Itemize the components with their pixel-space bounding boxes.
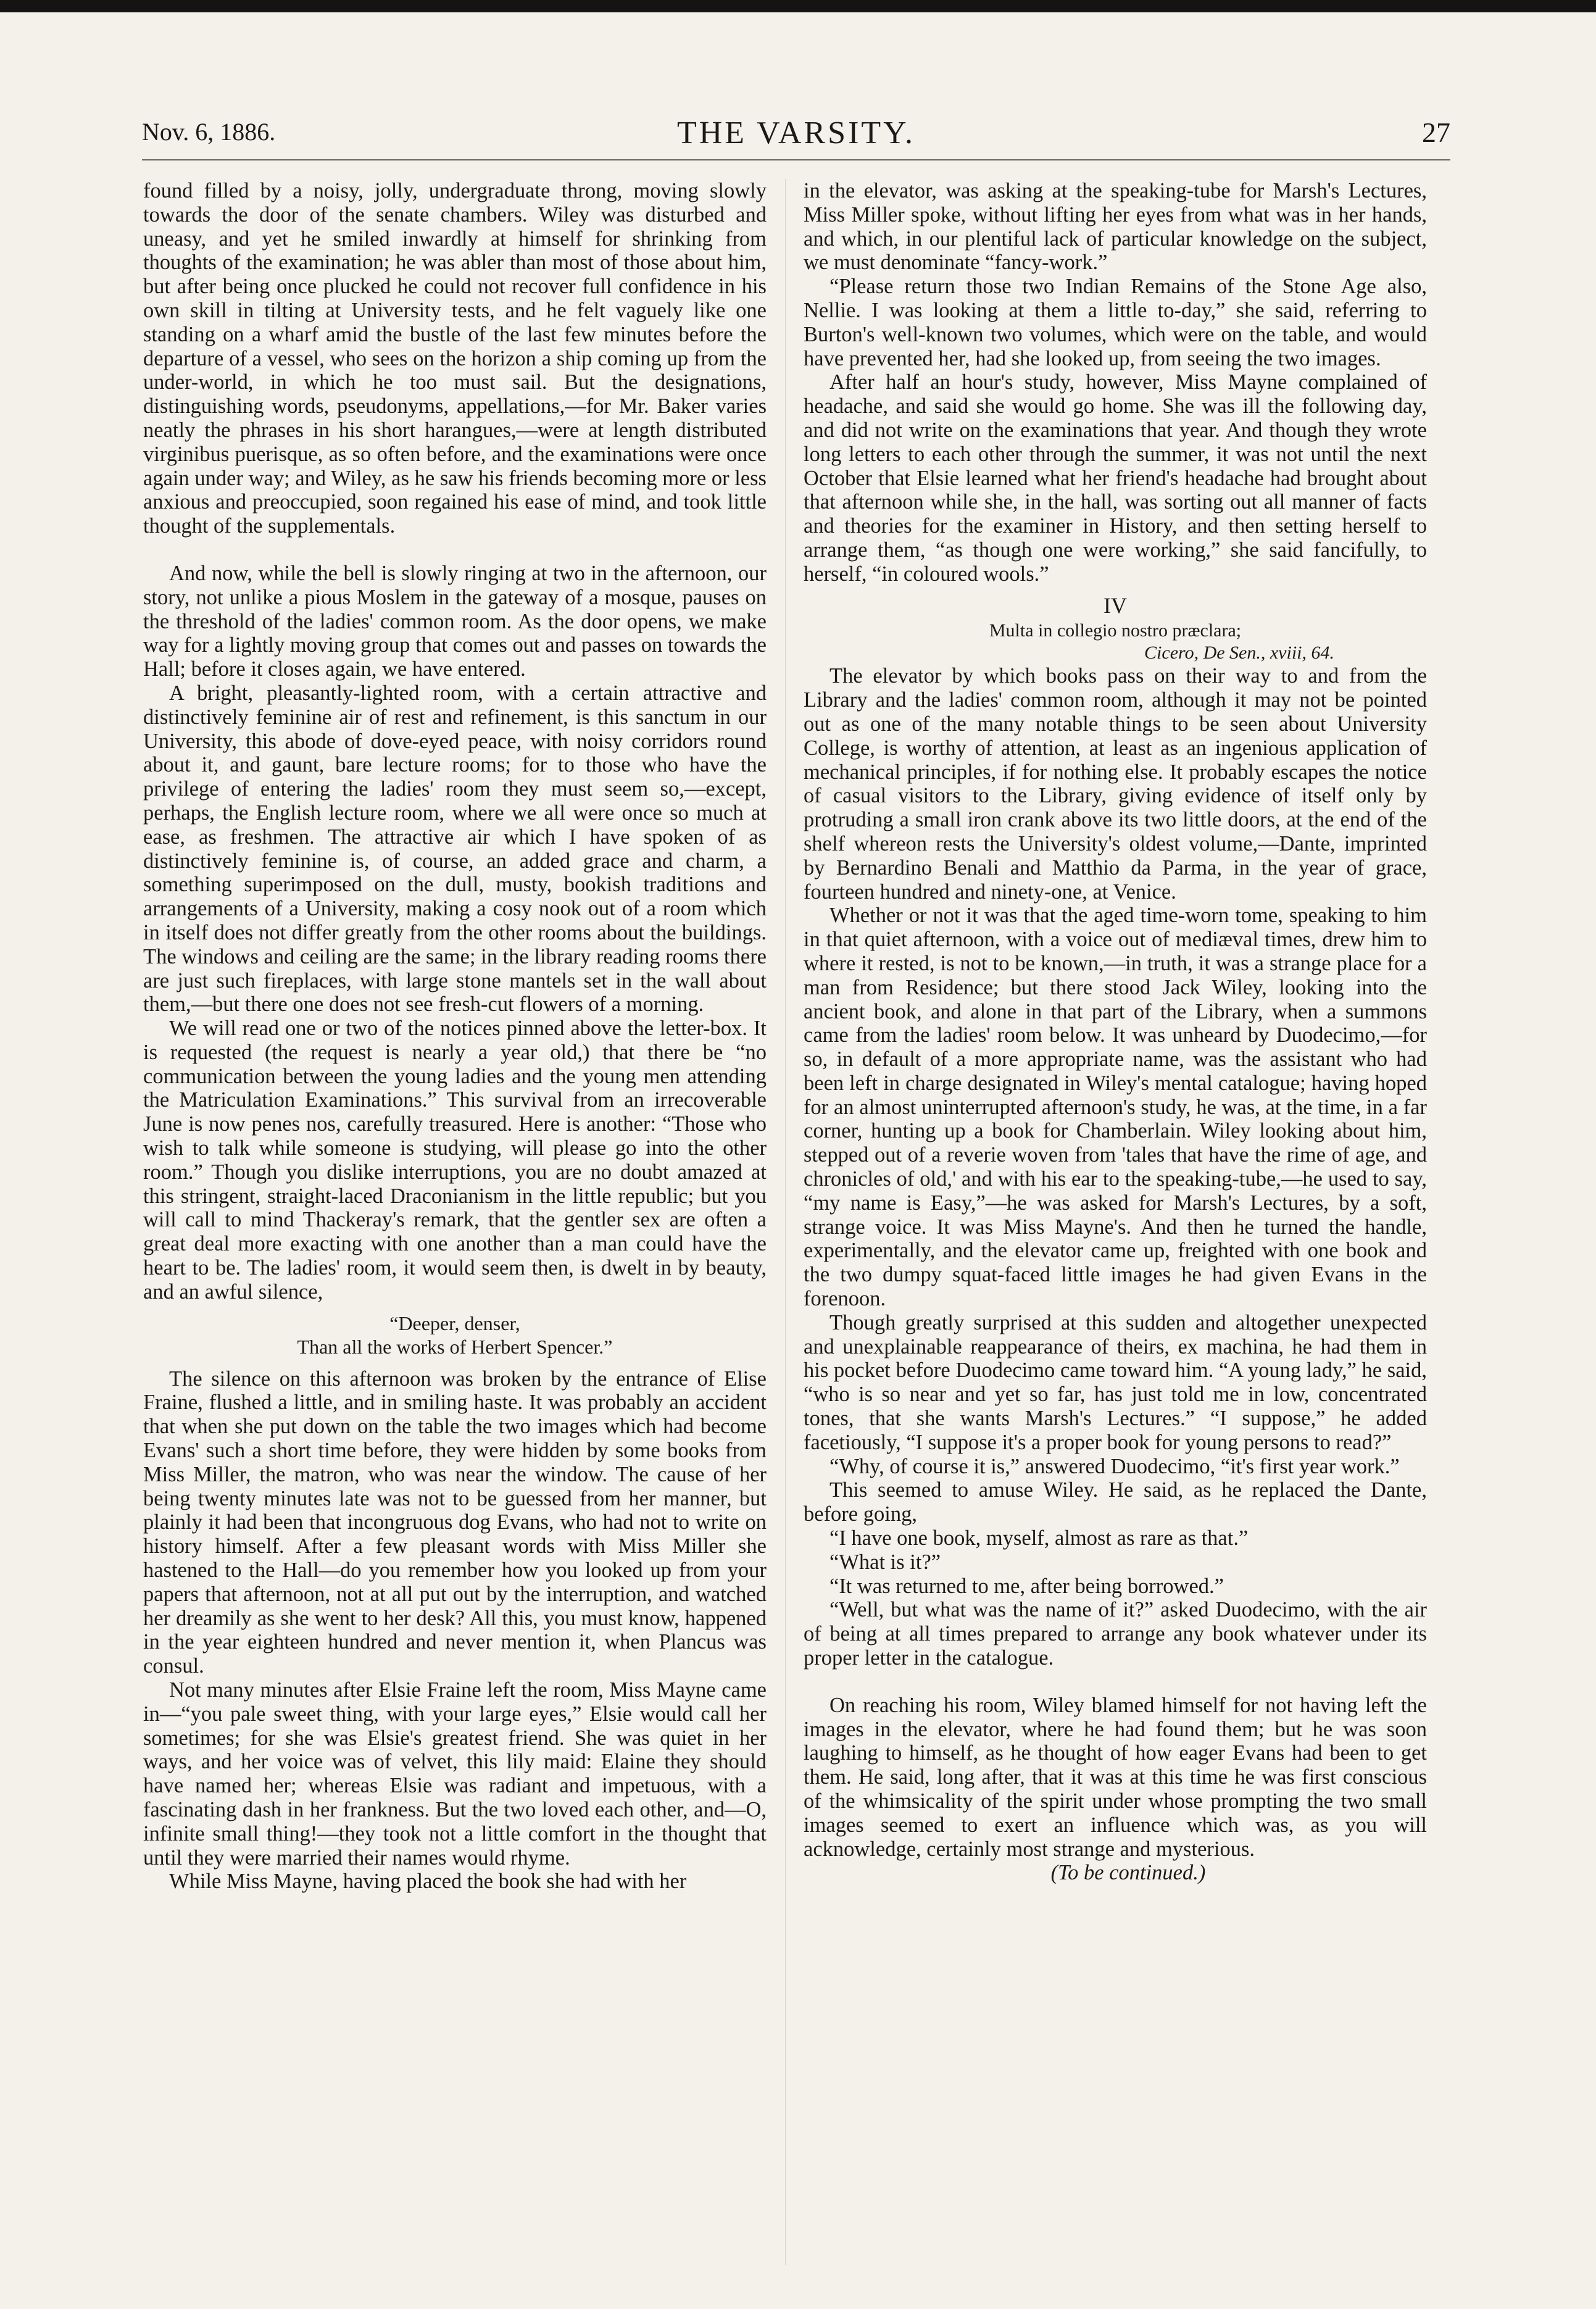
verse-line: “Deeper, denser, bbox=[389, 1312, 520, 1334]
paragraph: And now, while the bell is slowly ringing at two in the afternoon, our story, not unlike a pious Moslem in the gateway of a mosque, pauses on the threshold of the ladies' common room. As the door opens, we make way for a lightly moving group that comes out and passes on towards the Hall; before it closes again, we have entered. bbox=[143, 561, 767, 681]
verse-line: Than all the works of Herbert Spencer.” bbox=[297, 1335, 613, 1358]
paragraph: The silence on this afternoon was broken by the entrance of Elise Fraine, flushed a little, and in smiling haste. It was probably an accident that when she put down on the table the two images which had become Evans' such a short time before, they were hidden by some books from Miss Miller, the matron, who was near the window. The cause of her being twenty minutes late was not to be guessed from her manner, but plainly it had been that incongruous dog Evans, who had not to write on history himself. After a few pleasant words with Miss Miller she hastened to the Hall—do you remember how you looked up from your papers that afternoon, not at all put out by the interruption, and watched her dreamily as she went to her desk? All this, you must know, happened in the year eighteen hundred and never mention it, when Plancus was consul. bbox=[143, 1367, 767, 1678]
paragraph: While Miss Mayne, having placed the book she had with her bbox=[169, 1870, 687, 1894]
verse-quote bbox=[143, 1312, 767, 1358]
masthead-title: THE VARSITY. bbox=[676, 115, 916, 151]
scan-top-edge bbox=[0, 0, 1596, 12]
paragraph: “Please return those two Indian Remains of the Stone Age also, Nellie. I was looking at them a little to-day,” she said, referring to Burton's well-known two volumes, which were on the table, and would have prevented her, had she looked up, from seeing the two images. bbox=[804, 275, 1427, 370]
left-column bbox=[143, 179, 767, 1894]
paragraph: “I have one book, myself, almost as rare as that.” bbox=[829, 1526, 1249, 1550]
paragraph: Whether or not it was that the aged time-worn tome, speaking to him in that quiet afternoon, with a voice out of mediæval times, drew him to where it rested, is not to be known,—in truth, it was a strange place for a man from Residence; but there stood Jack Wiley, looking into the ancient book, and alone in that part of the Library, when a summons came from the ladies' room below. It was unheard by Duodecimo,—for so, in default of a more appropriate name, was the assistant who had been left in charge designated in Wiley's mental catalogue; having hoped for an almost uninterrupted afternoon's study, he was, at the time, in a far corner, hunting up a book for Chamberlain. Wiley looking about him, stepped out of a reverie woven from 'tales that have the rime of age, and chronicles of old,' and with his ear to the speaking-tube,—he used to say, “my name is Easy,”—he was asked for Marsh's Lectures, by a soft, strange voice. It was Miss Mayne's. And then he turned the handle, experimentally, and the elevator came up, freighted with one book and the two dumpy squat-faced little images he had given Evans in the forenoon. bbox=[804, 904, 1427, 1311]
epigraph-citation: Cicero, De Sen., xviii, 64. bbox=[1144, 643, 1334, 664]
to-be-continued: (To be continued.) bbox=[1050, 1861, 1206, 1885]
paragraph: “What is it?” bbox=[829, 1550, 941, 1574]
page-header bbox=[142, 111, 1450, 154]
paragraph: The elevator by which books pass on their way to and from the Library and the ladies' common room, although it may not be pointed out as one of the many notable things to be seen about University College, is worthy of attention, at least as an ingenious application of mechanical principles, if for nothing else. It probably escapes the notice of casual visitors to the Library, giving evidence of itself only by protruding a small iron crank above its two little doors, at the end of the shelf whereon rests the University's oldest volume,—Dante, imprinted by Bernardino Benali and Matthio da Parma, in the year of grace, fourteen hundred and ninety-one, at Venice. bbox=[804, 664, 1427, 904]
paragraph: On reaching his room, Wiley blamed himself for not having left the images in the elevator, where he had found them; but he was soon laughing to himself, as he thought of how eager Evans had been to get them. He said, long after, that it was at this time he was first conscious of the whimsicality of the spirit under whose prompting the two small images seemed to exert an influence which was, as you will acknowledge, certainly most strange and mysterious. bbox=[804, 1693, 1427, 1861]
paragraph: A bright, pleasantly-lighted room, with a certain attractive and distinctively feminine air of rest and refinement, is this sanctum in our University, this abode of dove-eyed peace, with noisy corridors round about it, and gaunt, bare lecture rooms; for to those who have the privilege of entering the ladies' room they must seem so,—except, perhaps, the English lecture room, where we all were once so much at ease, as freshmen. The attractive air which I have spoken of as distinctively feminine is, of course, an added grace and charm, a something superimposed on the dull, musty, bookish traditions and arrangements of a University, making a cosy nook out of a room which in itself does not differ greatly from the other rooms about the buildings. The windows and ceiling are the same; in the library reading rooms there are just such fireplaces, with large stone mantels set in the wall about them,—but there one does not see fresh-cut flowers of a morning. bbox=[143, 681, 767, 1017]
epigraph: Multa in collegio nostro præclara; bbox=[989, 620, 1242, 641]
section-heading: IV bbox=[1103, 593, 1127, 618]
paragraph: Not many minutes after Elsie Fraine left the room, Miss Mayne came in—“you pale sweet thing, with your large eyes,” Elsie would call her sometimes; for she was Elsie's greatest friend. She was quiet in her ways, and her voice was of velvet, this lily maid: Elaine they should have named her; whereas Elsie was radiant and impetuous, with a fascinating dash in her frankness. But the two loved each other, and—O, infinite small thing!—they took not a little comfort in the thought that until they were married their names would rhyme. bbox=[143, 1678, 767, 1870]
header-rule bbox=[142, 159, 1450, 160]
paragraph: After half an hour's study, however, Miss Mayne complained of headache, and said she would go home. She was ill the following day, and did not write on the examinations that year. And though they wrote long letters to each other through the summer, it was not until the next October that Elsie learned what her friend's headache had brought about that afternoon while she, in the hall, was sorting out all manner of facts and theories for the examiner in History, and then setting herself to arrange them, “as though one were working,” she said fancifully, to herself, “in coloured wools.” bbox=[804, 370, 1427, 586]
issue-date: Nov. 6, 1886. bbox=[142, 118, 276, 146]
paragraph: “Why, of course it is,” answered Duodecimo, “it's first year work.” bbox=[829, 1454, 1400, 1478]
page-number: 27 bbox=[1422, 117, 1450, 148]
paragraph: found filled by a noisy, jolly, undergraduate throng, moving slowly towards the door of the senate chambers. Wiley was disturbed and uneasy, and yet he smiled inwardly at himself for shrinking from thoughts of the examination; he was abler than most of those about him, but after being once plucked he could not recover full confidence in his own skill in tilting at University tests, and he felt vaguely like one standing on a wharf amid the bustle of the last few minutes before the departure of a vessel, who sees on the horizon a ship coming up from the under-world, in which he too must sail. But the designations, distinguishing words, pseudonyms, appellations,—for Mr. Baker varies neatly the phrases in his short harangues,—were at length distributed virginibus puerisque, as so often before, and the examinations were once again under way; and Wiley, as he saw his friends becoming more or less anxious and preoccupied, soon regained his ease of mind, and took little thought of the supplementals. bbox=[143, 179, 767, 538]
paragraph: in the elevator, was asking at the speaking-tube for Marsh's Lectures, Miss Miller spoke, without lifting her eyes from what was in her hands, and which, in our plentiful lack of particular knowledge on the subject, we must denominate “fancy-work.” bbox=[804, 179, 1427, 275]
paragraph: “Well, but what was the name of it?” asked Duodecimo, with the air of being at all times prepared to arrange any book whatever under its proper letter in the catalogue. bbox=[804, 1598, 1427, 1670]
paragraph: “It was returned to me, after being borrowed.” bbox=[829, 1574, 1224, 1598]
paragraph: This seemed to amuse Wiley. He said, as he replaced the Dante, before going, bbox=[804, 1478, 1427, 1526]
paragraph: Though greatly surprised at this sudden and altogether unexpected and unexplainable reappearance of theirs, ex machina, he had them in his pocket before Duodecimo came toward him. “A young lady,” he said, “who is so near and yet so far, has just told me in low, concentrated tones, that she wants Marsh's Lectures.” “I suppose,” he added facetiously, “I suppose it's a proper book for young persons to read?” bbox=[804, 1310, 1427, 1454]
paragraph: We will read one or two of the notices pinned above the letter-box. It is requested (the request is nearly a year old,) that there be “no communication between the young ladies and the young men attending the Matriculation Examinations.” This survival from an irrecoverable June is now penes nos, carefully treasured. Here is another: “Those who wish to talk while someone is studying, will please go into the other room.” Though you dislike interruptions, you are no doubt amazed at this stringent, straight-laced Draconianism in the little republic; but you will call to mind Thackeray's remark, that the gentler sex are often a great deal more exacting with one another than a man could have the heart to be. The ladies' room, it would seem then, is dwelt in by beauty, and an awful silence, bbox=[143, 1017, 767, 1304]
right-column bbox=[804, 179, 1427, 1885]
column-divider bbox=[785, 179, 786, 2265]
